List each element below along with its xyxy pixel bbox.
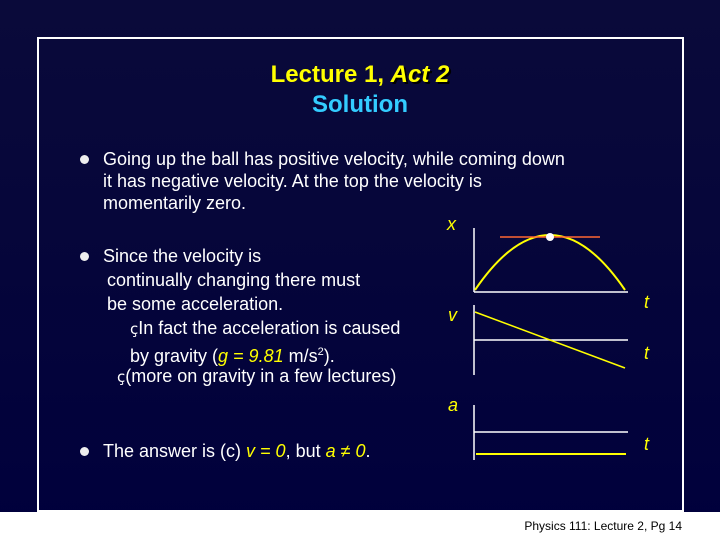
sub-arrow-icon-2: ç bbox=[117, 368, 126, 386]
answer-post: . bbox=[365, 441, 371, 461]
title-act: Act 2 bbox=[390, 61, 450, 88]
bullet-2-line3: be some acceleration. bbox=[107, 294, 284, 314]
bullet-2-sub2-text: (more on gravity in a few lectures) bbox=[125, 366, 397, 386]
answer-mid: , but bbox=[285, 441, 326, 461]
sub1-g: g = 9.81 bbox=[218, 346, 284, 366]
ball-dot bbox=[546, 233, 554, 241]
t-label-v: t bbox=[644, 343, 650, 363]
answer-a: a ≠ 0 bbox=[325, 441, 366, 461]
bullet-2-line2: continually changing there must bbox=[107, 270, 361, 290]
bullet-1-line3: momentarily zero. bbox=[103, 193, 247, 213]
footer-text: Physics 111: Lecture 2, Pg 14 bbox=[524, 519, 682, 533]
sub1-post: ). bbox=[323, 346, 335, 366]
x-label: x bbox=[447, 214, 456, 234]
sub1-exp: 2 bbox=[317, 346, 324, 358]
title-line1: Lecture 1, bbox=[270, 61, 391, 88]
a-label: a bbox=[448, 395, 459, 415]
t-label-a: t bbox=[644, 434, 650, 454]
sub1-unit: m/s bbox=[283, 346, 318, 366]
bullet-2-line1: Since the velocity is bbox=[103, 246, 262, 266]
bullet-1-line1: Going up the ball has positive velocity, while coming down bbox=[103, 149, 565, 169]
answer-v: v = 0 bbox=[246, 441, 286, 461]
answer-pre: The answer is (c) bbox=[103, 441, 247, 461]
title-line2: Solution bbox=[312, 91, 408, 118]
bullet-2-sub1-text: In fact the acceleration is caused bbox=[138, 318, 401, 338]
bullet-1-line2: it has negative velocity. At the top the velocity is bbox=[103, 171, 482, 191]
v-label: v bbox=[448, 305, 457, 325]
sub1-pre: by gravity ( bbox=[130, 346, 219, 366]
sub-arrow-icon: ç bbox=[130, 320, 139, 338]
x-curve bbox=[475, 235, 625, 290]
t-label-x: t bbox=[644, 292, 650, 312]
